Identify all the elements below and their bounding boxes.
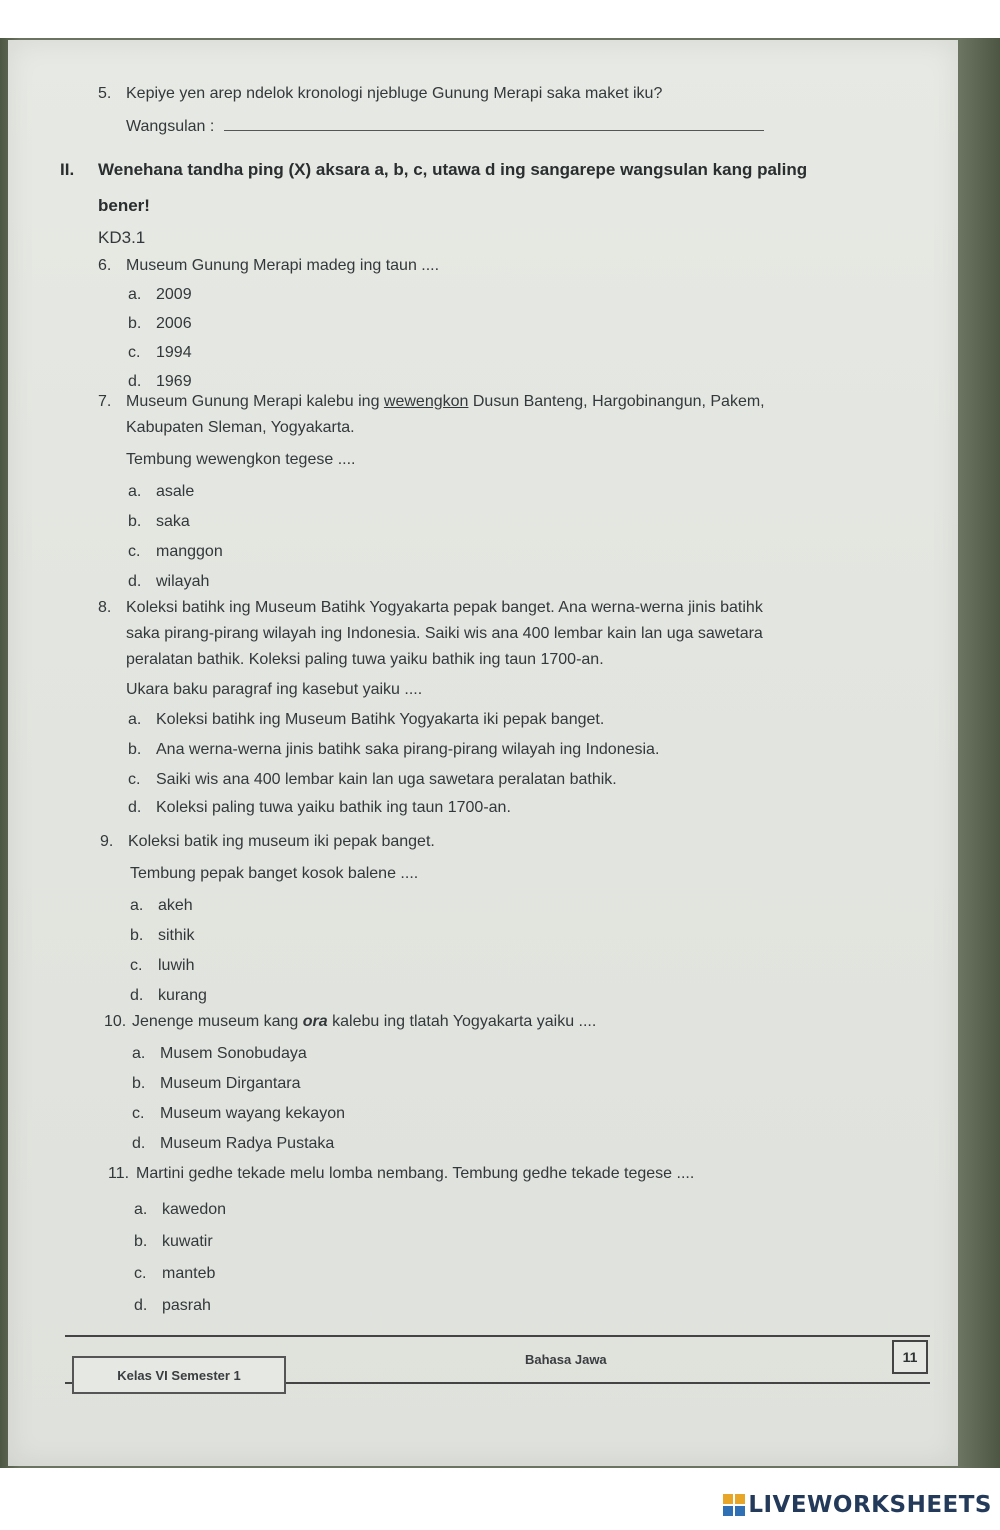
- question-number: 5.: [98, 85, 112, 102]
- option-text: Ana werna-werna jinis batihk saka pirang-pirang wilayah ing Indonesia.: [156, 741, 660, 758]
- page-number: 11: [892, 1340, 928, 1374]
- worksheet-page: [8, 40, 958, 1466]
- underlined-word: wewengkon: [383, 393, 469, 410]
- option-letter: b.: [128, 741, 142, 758]
- question-11: [108, 1164, 694, 1184]
- question-text-end: kalebu ing tlatah Yogyakarta yaiku ....: [327, 1013, 597, 1030]
- question-number: 9.: [100, 833, 114, 850]
- option-letter: a.: [132, 1045, 146, 1062]
- question-text: Kepiye yen arep ndelok kronologi njebluge Gunung Merapi saka maket iku?: [126, 85, 663, 102]
- question-number: 8.: [98, 599, 112, 616]
- option-letter: b.: [128, 513, 142, 530]
- answer-row: [126, 116, 764, 137]
- option-text: Koleksi batihk ing Museum Batihk Yogyakarta iki pepak banget.: [156, 711, 605, 728]
- option-7a[interactable]: [128, 482, 194, 502]
- option-text: Museum Radya Pustaka: [160, 1135, 335, 1152]
- emphasis-word: ora: [302, 1013, 328, 1030]
- option-text: Museum wayang kekayon: [160, 1105, 345, 1122]
- option-6c[interactable]: [128, 343, 192, 363]
- question-8-line-3: peralatan bathik. Koleksi paling tuwa yaiku bathik ing taun 1700-an.: [126, 651, 604, 668]
- question-text: Koleksi batik ing museum iki pepak banget.: [128, 833, 435, 850]
- option-letter: c.: [128, 771, 141, 788]
- question-number: 10.: [104, 1013, 127, 1030]
- option-letter: d.: [128, 373, 142, 390]
- kd-label: KD3.1: [98, 228, 146, 247]
- section-number: II.: [60, 160, 75, 179]
- liveworksheets-icon: [723, 1494, 745, 1516]
- option-11d[interactable]: [134, 1296, 211, 1316]
- option-letter: a.: [130, 897, 144, 914]
- question-6: [98, 256, 439, 276]
- question-9: [100, 832, 435, 852]
- question-7: [98, 392, 765, 412]
- option-8a[interactable]: [128, 710, 604, 730]
- question-text: Martini gedhe tekade melu lomba nembang. Tembung gedhe tekade tegese ....: [136, 1165, 695, 1182]
- option-text: pasrah: [162, 1297, 211, 1314]
- option-10d[interactable]: [132, 1134, 334, 1154]
- question-number: 11.: [108, 1165, 130, 1182]
- option-text: Museum Dirgantara: [160, 1075, 301, 1092]
- footer-subject: Bahasa Jawa: [525, 1352, 607, 1367]
- option-11a[interactable]: [134, 1200, 226, 1220]
- option-letter: c.: [132, 1105, 145, 1122]
- option-text: akeh: [158, 897, 193, 914]
- option-text: sithik: [158, 927, 195, 944]
- question-5: [98, 84, 662, 104]
- option-7d[interactable]: [128, 572, 209, 592]
- option-9d[interactable]: [130, 986, 207, 1006]
- section-2-instruction: [60, 160, 807, 180]
- option-letter: c.: [134, 1265, 147, 1282]
- option-9c[interactable]: [130, 956, 194, 976]
- option-letter: c.: [128, 344, 141, 361]
- option-6d[interactable]: [128, 372, 192, 392]
- option-text: Koleksi paling tuwa yaiku bathik ing taun 1700-an.: [156, 799, 511, 816]
- option-7b[interactable]: [128, 512, 190, 532]
- option-text: asale: [156, 483, 195, 500]
- option-text: manggon: [156, 543, 223, 560]
- option-letter: d.: [130, 987, 144, 1004]
- question-8-line-2: saka pirang-pirang wilayah ing Indonesia. Saiki wis ana 400 lembar kain lan uga sawetara: [126, 625, 763, 642]
- option-11b[interactable]: [134, 1232, 213, 1252]
- option-6a[interactable]: [128, 285, 192, 305]
- option-letter: a.: [128, 286, 142, 303]
- option-text: kuwatir: [162, 1233, 213, 1250]
- option-text: 2009: [156, 286, 192, 303]
- option-text: luwih: [158, 957, 195, 974]
- question-8-prompt: Ukara baku paragraf ing kasebut yaiku ....: [126, 681, 423, 698]
- answer-label: Wangsulan :: [126, 118, 215, 135]
- question-number: 6.: [98, 257, 112, 274]
- option-text: 1994: [156, 344, 192, 361]
- option-letter: c.: [128, 543, 141, 560]
- option-text: Saiki wis ana 400 lembar kain lan uga sawetara peralatan bathik.: [156, 771, 617, 788]
- option-text: wilayah: [156, 573, 210, 590]
- option-letter: c.: [130, 957, 143, 974]
- footer-class-label: Kelas VI Semester 1: [72, 1356, 286, 1394]
- option-text: 2006: [156, 315, 192, 332]
- option-10b[interactable]: [132, 1074, 301, 1094]
- option-letter: a.: [128, 711, 142, 728]
- question-9-prompt: Tembung pepak banget kosok balene ....: [130, 865, 419, 882]
- option-8d[interactable]: [128, 798, 511, 818]
- question-text-start: Museum Gunung Merapi kalebu ing: [126, 393, 384, 410]
- question-number: 7.: [98, 393, 112, 410]
- option-7c[interactable]: [128, 542, 223, 562]
- option-text: kurang: [158, 987, 207, 1004]
- option-8c[interactable]: [128, 770, 617, 790]
- option-letter: b.: [134, 1233, 148, 1250]
- option-letter: d.: [132, 1135, 146, 1152]
- option-text: Musem Sonobudaya: [160, 1045, 307, 1062]
- question-10: [104, 1012, 596, 1032]
- option-letter: a.: [134, 1201, 148, 1218]
- question-text-end: Dusun Banteng, Hargobinangun, Pakem,: [468, 393, 765, 410]
- option-letter: a.: [128, 483, 142, 500]
- option-text: 1969: [156, 373, 192, 390]
- question-text-start: Jenenge museum kang: [132, 1013, 303, 1030]
- option-10c[interactable]: [132, 1104, 345, 1124]
- option-letter: d.: [128, 799, 142, 816]
- option-6b[interactable]: [128, 314, 192, 334]
- option-9b[interactable]: [130, 926, 194, 946]
- option-9a[interactable]: [130, 896, 193, 916]
- option-11c[interactable]: [134, 1264, 215, 1284]
- option-letter: d.: [134, 1297, 148, 1314]
- option-letter: b.: [132, 1075, 146, 1092]
- option-10a[interactable]: [132, 1044, 307, 1064]
- option-letter: b.: [130, 927, 144, 944]
- question-7-line-2: Kabupaten Sleman, Yogyakarta.: [126, 419, 355, 436]
- watermark-text: LIVEWORKSHEETS: [748, 1492, 992, 1518]
- option-letter: d.: [128, 573, 142, 590]
- answer-line[interactable]: [224, 116, 764, 131]
- question-7-prompt: Tembung wewengkon tegese ....: [126, 451, 356, 468]
- question-8: [98, 598, 763, 618]
- option-text: kawedon: [162, 1201, 227, 1218]
- option-text: manteb: [162, 1265, 216, 1282]
- option-letter: b.: [128, 315, 142, 332]
- question-text: Museum Gunung Merapi madeg ing taun ....: [126, 257, 440, 274]
- option-text: saka: [156, 513, 190, 530]
- instruction-line-1: Wenehana tandha ping (X) aksara a, b, c, utawa d ing sangarepe wangsulan kang paling: [98, 160, 808, 179]
- instruction-line-2: bener!: [98, 196, 150, 215]
- question-text-line-1: Koleksi batihk ing Museum Batihk Yogyakarta pepak banget. Ana werna-werna jinis batihk: [126, 599, 763, 616]
- liveworksheets-logo: [723, 1492, 992, 1518]
- option-8b[interactable]: [128, 740, 659, 760]
